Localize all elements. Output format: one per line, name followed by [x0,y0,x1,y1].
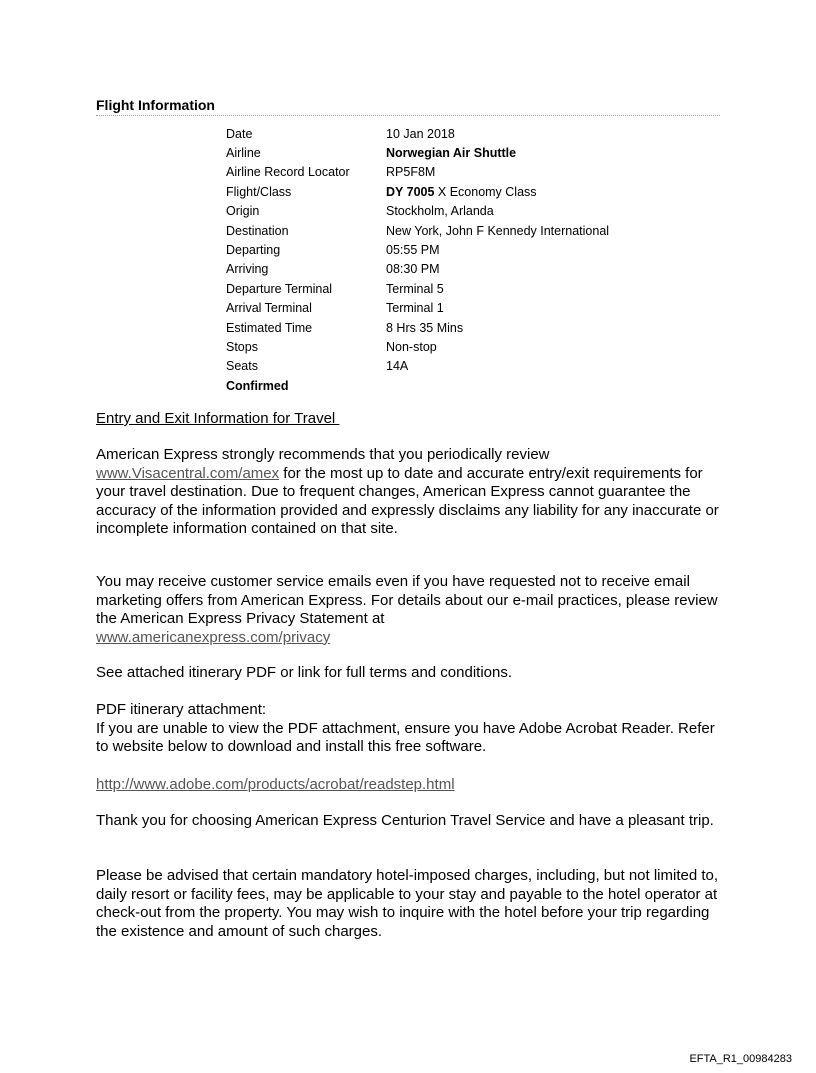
privacy-link[interactable]: www.americanexpress.com/privacy [96,628,331,646]
info-value-flight-class [386,185,537,199]
advisory-text: Please be advised that certain mandatory hotel-imposed charges, including, but not limited to, daily resort or facility fees, may be applicable to your stay and payable to the hotel operator at check-out from the property. You may wish to inquire with the hotel before your trip regarding the existence and amount of such charges. [96,867,719,940]
info-label: Departing [226,243,281,258]
info-label: Date [226,126,253,141]
advisory-paragraph [96,867,726,941]
info-value: Terminal 1 [386,301,444,316]
flight-class: X Economy Class [434,184,537,199]
entry-exit-line1: American Express strongly recommends that you periodically review [96,446,550,463]
info-label: Seats [226,359,258,374]
terms-paragraph [96,664,726,683]
adobe-link[interactable]: http://www.adobe.com/products/acrobat/readstep.html [96,776,455,793]
info-value: Norwegian Air Shuttle [386,146,517,161]
info-label: Origin [226,204,260,219]
info-label: Flight/Class [226,184,292,199]
privacy-text [96,573,726,647]
info-row-stops [226,337,609,356]
info-row-arriving [226,260,609,279]
info-row-departure-terminal [226,279,609,298]
flight-number: DY 7005 [386,184,435,199]
flight-info-table [226,124,609,395]
booking-status: Confirmed [226,378,289,393]
info-value: 14A [386,359,409,374]
info-label: Departure Terminal [226,281,333,296]
info-row-date [226,124,609,143]
info-label: Stops [226,339,258,354]
info-value: 8 Hrs 35 Mins [386,320,464,335]
info-value: 05:55 PM [386,243,440,258]
adobe-link-paragraph [96,776,726,795]
info-value: Stockholm, Arlanda [386,204,494,219]
info-value: Terminal 5 [386,281,444,296]
visacentral-link[interactable]: www.Visacentral.com/amex [96,464,280,482]
document-id: EFTA_R1_00984283 [689,1053,792,1065]
info-row-airline [226,143,609,162]
entry-exit-title: Entry and Exit Information for Travel [96,410,340,427]
info-label: Estimated Time [226,320,313,335]
info-label: Airline [226,146,261,161]
info-label: Airline Record Locator [226,165,350,180]
info-label: Arriving [226,262,269,277]
pdf-text [96,701,726,757]
entry-exit-rest: for the most up to date and accurate entry/exit requirements for your travel destination. Due to frequent changes, American Express cannot guarantee the accuracy of the information provided and expressly disclaims any liability for any inaccurate or incomplete information contained on that site. [96,464,719,537]
info-row-status [226,376,609,395]
info-value: 08:30 PM [386,262,440,277]
info-row-record-locator [226,163,609,182]
info-row-estimated-time [226,318,609,337]
privacy-paragraph [96,573,726,647]
info-row-flight-class [226,182,609,201]
info-label: Destination [226,223,289,238]
privacy-body: You may receive customer service emails even if you have requested not to receive email marketing offers from American Express. For details about our e-mail practices, please review the American Express Privacy Statement at [96,573,718,627]
info-row-origin [226,202,609,221]
entry-exit-text [96,446,726,539]
info-value: New York, John F Kennedy International [386,223,610,238]
pdf-line1: PDF itinerary attachment: [96,701,267,718]
section-title-flight-information: Flight Information [96,97,720,116]
info-value: RP5F8M [386,165,436,180]
info-row-departing [226,240,609,259]
entry-exit-heading [96,410,726,429]
info-row-destination [226,221,609,240]
info-row-seats [226,357,609,376]
info-label: Arrival Terminal [226,301,312,316]
info-row-arrival-terminal [226,299,609,318]
pdf-paragraph [96,701,726,757]
thanks-text: Thank you for choosing American Express Centurion Travel Service and have a pleasant trip. [96,812,714,829]
info-value: Non-stop [386,339,437,354]
pdf-line2: If you are unable to view the PDF attachment, ensure you have Adobe Acrobat Reader. Refer to website below to download and install this free software. [96,719,715,755]
entry-exit-paragraph [96,446,726,539]
thanks-paragraph [96,812,726,831]
info-value: 10 Jan 2018 [386,126,455,141]
terms-text: See attached itinerary PDF or link for full terms and conditions. [96,664,513,681]
